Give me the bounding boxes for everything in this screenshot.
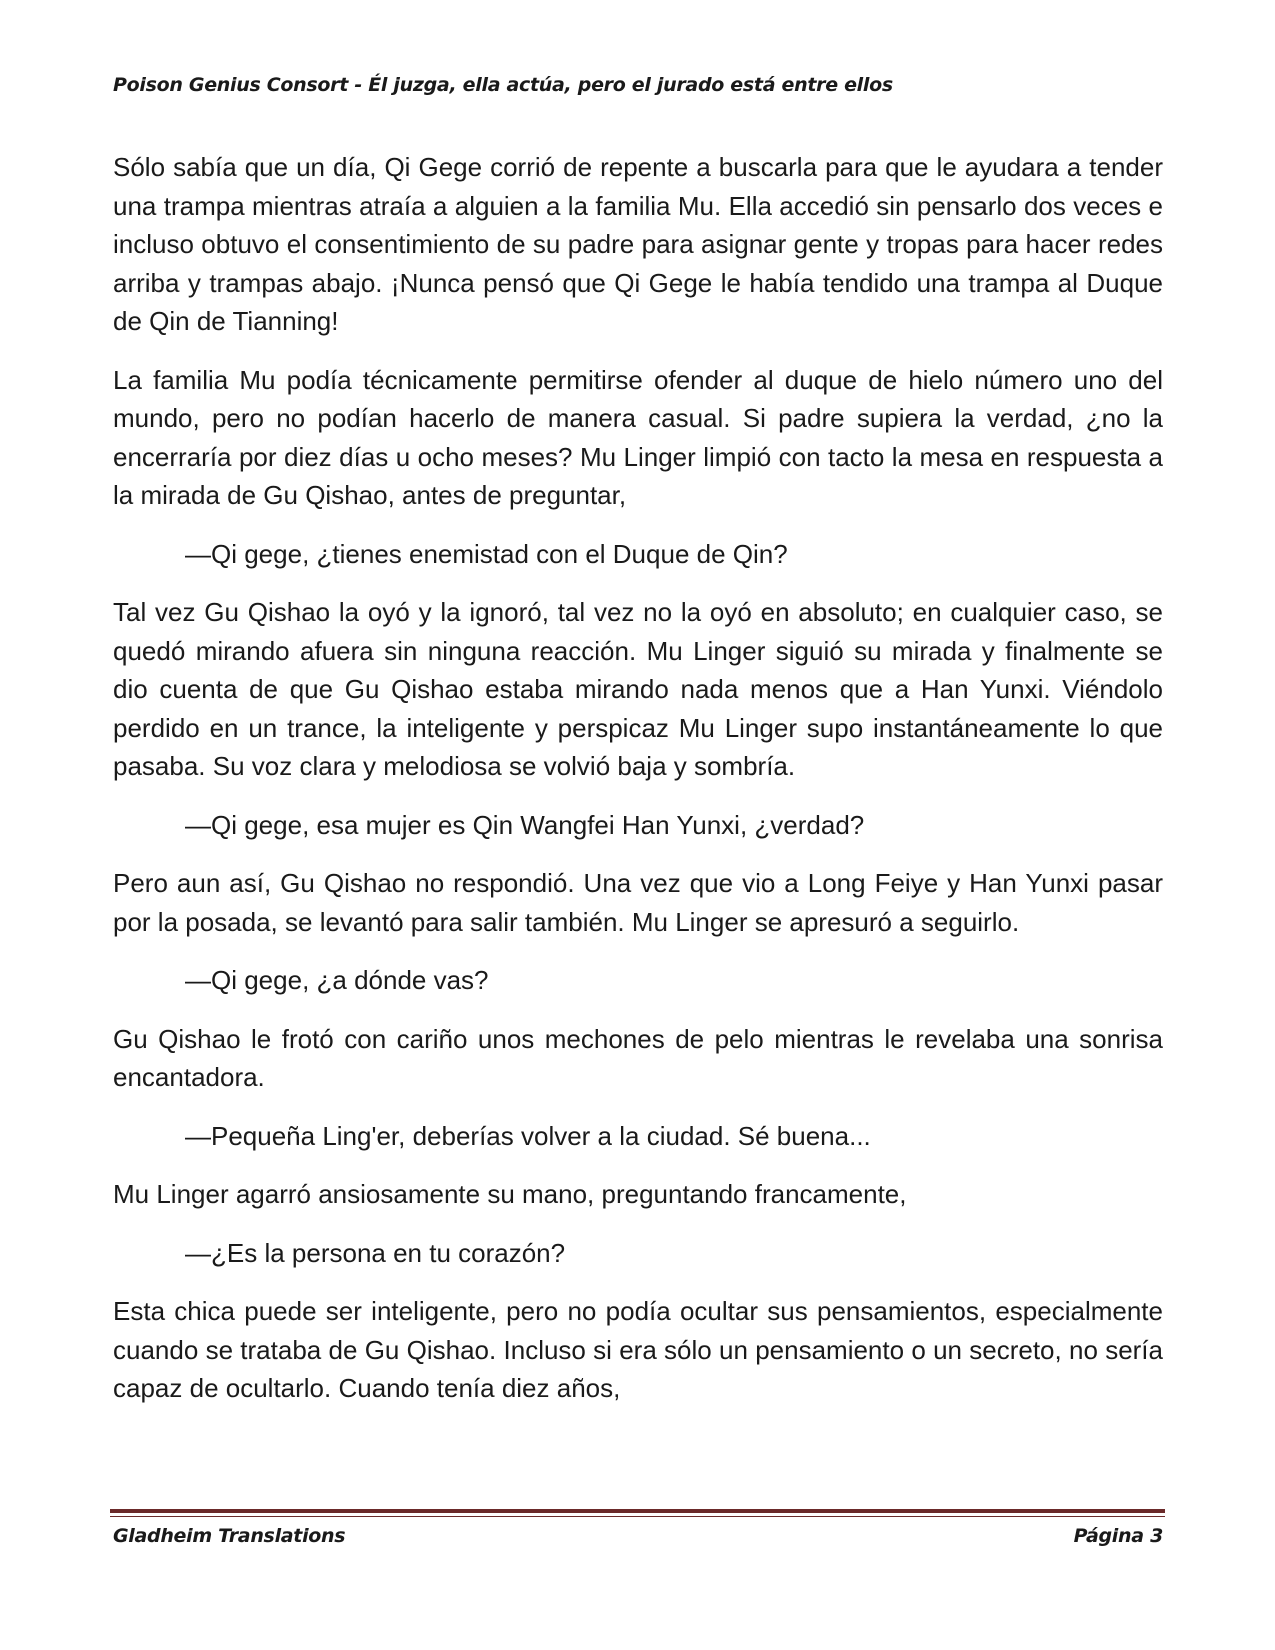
paragraph: La familia Mu podía técnicamente permitirse ofender al duque de hielo número uno del mundo, pero no podían hacerlo de manera casual. Si padre supiera la verdad, ¿no la encerraría por diez días u ocho meses? Mu Linger limpió con tacto la mesa en respuesta a la mirada de Gu Qishao, antes de preguntar, — [113, 364, 1163, 510]
page-number: Página 3 — [1073, 1525, 1163, 1547]
paragraph: Sólo sabía que un día, Qi Gege corrió de repente a buscarla para que le ayudara a tender una trampa mientras atraía a alguien a la familia Mu. Ella accedió sin pensarlo dos veces e incluso obtuvo el consentimiento de su padre para asignar gente y tropas para hacer redes arriba y trampas abajo. ¡Nunca pensó que Qi Gege le había tendido una trampa al Duque de Qin de Tianning! — [113, 152, 1163, 336]
paragraph: Gu Qishao le frotó con cariño unos mechones de pelo mientras le revelaba una sonrisa encantadora. — [113, 1023, 1163, 1092]
dialogue-line: —¿Es la persona en tu corazón? — [185, 1237, 566, 1268]
dialogue-line: —Qi gege, ¿a dónde vas? — [185, 965, 489, 995]
paragraph: Mu Linger agarró ansiosamente su mano, preguntando francamente, — [113, 1179, 907, 1209]
paragraph: Pero aun así, Gu Qishao no respondió. Una vez que vio a Long Feiye y Han Yunxi pasar por la posada, se levantó para salir también. Mu Linger se apresuró a seguirlo. — [113, 868, 1163, 937]
paragraph: Tal vez Gu Qishao la oyó y la ignoró, tal vez no la oyó en absoluto; en cualquier caso, se quedó mirando afuera sin ninguna reacción. Mu Linger siguió su mirada y finalmente se dio cuenta de que Gu Qishao estaba mirando nada menos que a Han Yunxi. Viéndolo perdido en un trance, la inteligente y perspicaz Mu Linger supo instantáneamente lo que pasaba. Su voz clara y melodiosa se volvió baja y sombría. — [113, 597, 1163, 781]
page-header: Poison Genius Consort - Él juzga, ella actúa, pero el jurado está entre ellos — [113, 74, 893, 96]
paragraph: Esta chica puede ser inteligente, pero no podía ocultar sus pensamientos, especialmente cuando se trataba de Gu Qishao. Incluso si era sólo un pensamiento o un secreto, no sería capaz de ocultarlo. Cuando tenía diez años, — [113, 1296, 1163, 1403]
footer-divider-thin — [110, 1516, 1165, 1517]
body-text — [113, 148, 1163, 1428]
dialogue-line: —Qi gege, esa mujer es Qin Wangfei Han Yunxi, ¿verdad? — [185, 809, 865, 840]
dialogue-line: —Pequeña Ling'er, deberías volver a la ciudad. Sé buena... — [185, 1120, 871, 1151]
footer-publisher: Gladheim Translations — [113, 1525, 346, 1547]
footer-divider — [110, 1509, 1165, 1513]
dialogue-line: —Qi gege, ¿tienes enemistad con el Duque de Qin? — [185, 538, 788, 569]
